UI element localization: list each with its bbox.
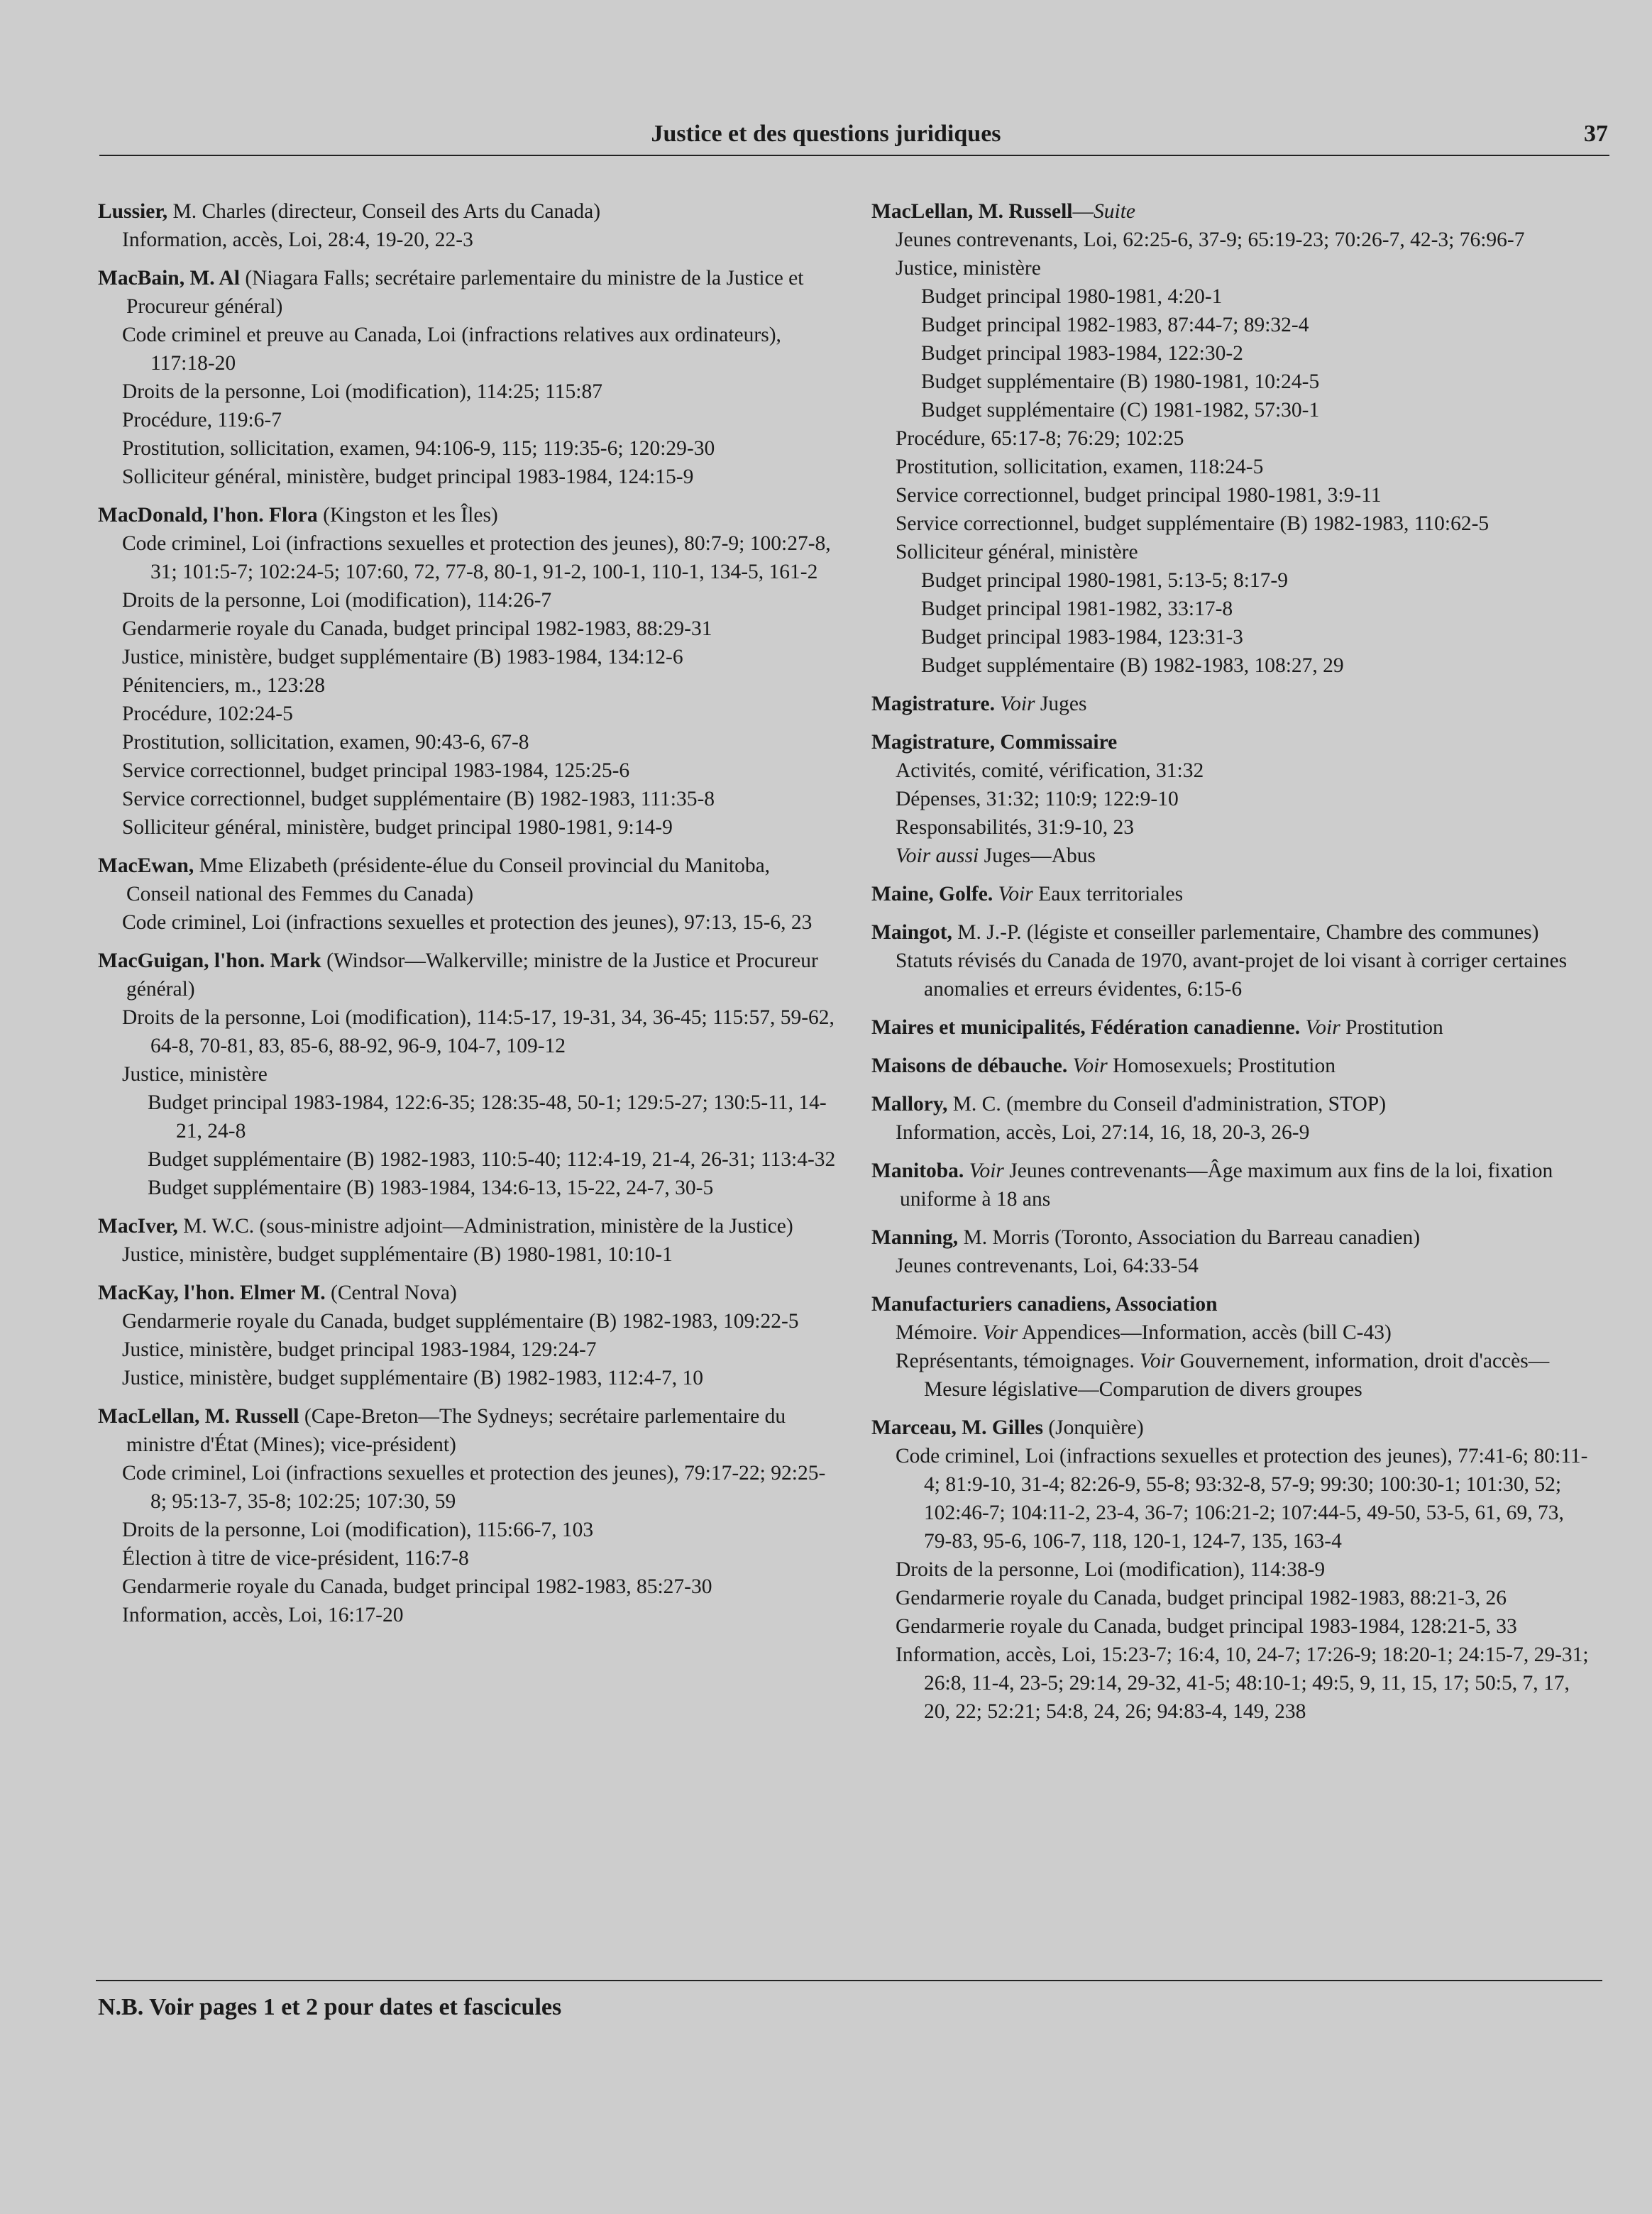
subentry-text: Élection à titre de vice-président, 116:7-8 (122, 1547, 469, 1570)
subentry (98, 406, 836, 434)
subentry (98, 586, 836, 615)
sub-subentry (98, 1089, 836, 1145)
entry-heading: MacBain, M. Al (98, 267, 240, 290)
subentry-text: Justice, ministère (122, 1063, 268, 1086)
entry-heading-line (98, 197, 836, 226)
subentry-text: Budget supplémentaire (C) 1981-1982, 57:30-1 (921, 399, 1320, 422)
cross-reference-voir: Voir (1072, 1054, 1108, 1077)
index-entry (98, 501, 836, 842)
cross-reference-target: Jeunes contrevenants—Âge maximum aux fins de la loi, fixation uniforme à 18 ans (900, 1160, 1553, 1211)
subentry-text: Information, accès, Loi, 28:4, 19-20, 22-3 (122, 228, 473, 251)
subentry (98, 785, 836, 813)
subentry-text: Gendarmerie royale du Canada, budget principal 1982-1983, 88:21-3, 26 (896, 1587, 1507, 1609)
subentry-text: Service correctionnel, budget supplémentaire (B) 1982-1983, 111:35-8 (122, 788, 715, 810)
entry-description (1067, 1054, 1072, 1077)
cross-reference-voir: Voir (1305, 1016, 1340, 1039)
subentry (871, 481, 1592, 510)
subentry-text: Gendarmerie royale du Canada, budget supplémentaire (B) 1982-1983, 109:22-5 (122, 1310, 799, 1333)
index-entry (871, 1290, 1592, 1404)
entry-heading-line (98, 1212, 836, 1240)
subentry (98, 1573, 836, 1601)
subentry-text: Gendarmerie royale du Canada, budget principal 1982-1983, 85:27-30 (122, 1575, 712, 1598)
subentry-text: Droits de la personne, Loi (modification), 115:66-7, 103 (122, 1519, 594, 1541)
index-entry (98, 852, 836, 937)
sub-subentry (871, 339, 1592, 368)
subentry (98, 226, 836, 254)
subentry (98, 671, 836, 700)
subentry-text: Responsabilités, 31:9-10, 23 (896, 816, 1134, 839)
entry-heading: MacLellan, M. Russell (98, 1405, 299, 1428)
footer-divider (96, 1980, 1602, 1981)
index-entry (98, 947, 836, 1202)
subentry-text: Code criminel, Loi (infractions sexuelles et protection des jeunes), 77:41-6; 80:11-4; 81:9-10, 31-4; 82:26-9, 55-8; 93:32-8, 57-9; 99:30; 100:30-1; 101:30, 52; 102:46-7; 104:11-2, 23-4, 36-7; 106:21-2; 107:44-5, 49-50, 53-5, 61, 69, 73, 79-83, 95-6, 106-7, 118, 120-1, 124-7, 135, 163-4 (896, 1445, 1588, 1553)
entry-heading: Manufacturiers canadiens, Association (871, 1293, 1218, 1316)
entry-heading-line (98, 947, 836, 1003)
entry-heading-line (98, 264, 836, 321)
entry-description: (Cape-Breton—The Sydneys; secrétaire parlementaire du ministre d'État (Mines); vice-président) (126, 1405, 786, 1456)
cross-reference-voir: Voir (1000, 693, 1035, 715)
entry-description: M. Morris (Toronto, Association du Barreau canadien) (958, 1226, 1421, 1249)
index-entry (871, 1090, 1592, 1147)
subentry-text: Budget supplémentaire (B) 1980-1981, 10:24-5 (921, 370, 1320, 393)
subentry-text: Procédure, 102:24-5 (122, 703, 293, 725)
entry-heading-line (871, 197, 1592, 226)
subentry (98, 1335, 836, 1364)
subentry (98, 615, 836, 643)
entry-description: (Niagara Falls; secrétaire parlementaire du ministre de la Justice et Procureur général) (126, 267, 804, 318)
subentry-text: Procédure, 65:17-8; 76:29; 102:25 (896, 427, 1184, 450)
subentry (98, 1240, 836, 1269)
entry-heading: Marceau, M. Gilles (871, 1416, 1043, 1439)
entry-heading-line (871, 1157, 1592, 1213)
subentry (871, 813, 1592, 842)
subentry-text: Gendarmerie royale du Canada, budget principal 1982-1983, 88:29-31 (122, 617, 712, 640)
subentry-text: Droits de la personne, Loi (modification), 114:25; 115:87 (122, 380, 603, 403)
index-entry (98, 197, 836, 254)
sub-subentry (871, 566, 1592, 595)
subentry-text: Budget supplémentaire (B) 1982-1983, 110:5-40; 112:4-19, 21-4, 26-31; 113:4-32 (148, 1148, 836, 1171)
subentry-text: Code criminel et preuve au Canada, Loi (infractions relatives aux ordinateurs), 117:18-20 (122, 324, 781, 375)
subentry-text: Budget principal 1983-1984, 122:6-35; 128:35-48, 50-1; 129:5-27; 130:5-11, 14-21, 24-8 (148, 1091, 827, 1142)
subentry (98, 1601, 836, 1629)
entry-description: M. Charles (directeur, Conseil des Arts du Canada) (167, 200, 601, 223)
subentry-text: Information, accès, Loi, 27:14, 16, 18, 20-3, 26-9 (896, 1121, 1310, 1144)
subentry-text: Budget supplémentaire (B) 1983-1984, 134:6-13, 15-22, 24-7, 30-5 (148, 1177, 714, 1199)
sub-subentry (871, 282, 1592, 311)
entry-description: (Central Nova) (325, 1282, 457, 1304)
index-entry (871, 1157, 1592, 1213)
subentry (871, 538, 1592, 566)
entry-heading: Maires et municipalités, Fédération canadienne. (871, 1016, 1301, 1039)
sub-subentry (871, 651, 1592, 680)
entry-heading-line (871, 880, 1592, 908)
subentry-text: Service correctionnel, budget principal 1983-1984, 125:25-6 (122, 759, 630, 782)
subentry-prefix: Mémoire. (896, 1321, 983, 1344)
subentry-text: Budget principal 1981-1982, 33:17-8 (921, 597, 1233, 620)
subentry (98, 643, 836, 671)
subentry-text: Budget principal 1983-1984, 122:30-2 (921, 342, 1243, 365)
header-divider (99, 155, 1609, 156)
subentry (98, 1060, 836, 1089)
subentry (98, 908, 836, 937)
entry-heading-line (98, 852, 836, 908)
subentry-text: Budget principal 1982-1983, 87:44-7; 89:32-4 (921, 314, 1309, 336)
entry-heading: MacLellan, M. Russell (871, 200, 1073, 223)
cross-reference-target: Homosexuels; Prostitution (1107, 1054, 1336, 1077)
index-entry (871, 880, 1592, 908)
subentry (871, 226, 1592, 254)
entry-description (1300, 1016, 1305, 1039)
subentry (871, 842, 1592, 870)
index-entry (871, 197, 1592, 680)
subentry-text: Code criminel, Loi (infractions sexuelles et protection des jeunes), 79:17-22; 92:25-8; 95:13-7, 35-8; 102:25; 107:30, 59 (122, 1462, 826, 1513)
subentry (98, 1003, 836, 1060)
index-entry (871, 728, 1592, 870)
subentry (98, 813, 836, 842)
subentry-text: Budget principal 1980-1981, 5:13-5; 8:17-9 (921, 569, 1288, 592)
entry-heading-line (871, 1290, 1592, 1318)
index-entry (98, 1279, 836, 1392)
subentry (871, 453, 1592, 481)
entry-description: (Jonquière) (1042, 1416, 1144, 1439)
subentry-text: Information, accès, Loi, 15:23-7; 16:4, 10, 24-7; 17:26-9; 18:20-1; 24:15-7, 29-31; 26:8, 11-4, 23-5; 29:14, 29-32, 41-5; 48:10-1; 49:5, 9, 11, 15, 17; 50:5, 7, 17, 20, 22; 52:21; 54:8, 24, 26; 94:83-4, 149, 238 (896, 1643, 1589, 1723)
index-entry (871, 1223, 1592, 1280)
subentry-text: Justice, ministère (896, 257, 1041, 280)
index-entry (871, 918, 1592, 1003)
subentry-text: Budget supplémentaire (B) 1982-1983, 108:27, 29 (921, 654, 1344, 677)
subentry-text: Solliciteur général, ministère, budget principal 1980-1981, 9:14-9 (122, 816, 673, 839)
subentry-text: Procédure, 119:6-7 (122, 409, 282, 431)
subentry (98, 529, 836, 586)
entry-heading: MacDonald, l'hon. Flora (98, 504, 318, 527)
entry-description (993, 883, 998, 905)
entry-heading-line (871, 1013, 1592, 1042)
entry-heading: Manitoba. (871, 1160, 964, 1182)
entry-description: (Kingston et les Îles) (317, 504, 498, 527)
sub-subentry (98, 1145, 836, 1174)
subentry-text: Prostitution, sollicitation, examen, 90:43-6, 67-8 (122, 731, 529, 754)
subentry (98, 700, 836, 728)
sub-subentry (871, 396, 1592, 424)
subentry (871, 947, 1592, 1003)
subentry-text: Gendarmerie royale du Canada, budget principal 1983-1984, 128:21-5, 33 (896, 1615, 1517, 1638)
sub-subentry (871, 595, 1592, 623)
subentry-text: Prostitution, sollicitation, examen, 94:106-9, 115; 119:35-6; 120:29-30 (122, 437, 715, 460)
cross-reference-voir: Voir (969, 1160, 1004, 1182)
subentry-text: Justice, ministère, budget supplémentaire (B) 1983-1984, 134:12-6 (122, 646, 683, 668)
subentry (98, 728, 836, 756)
subentry (871, 1318, 1592, 1347)
subentry-text: Prostitution, sollicitation, examen, 118:24-5 (896, 456, 1264, 478)
entry-heading-line (871, 918, 1592, 947)
subentry-text: Gouvernement, information, droit d'accès—Mesure législative—Comparution de divers groupes (924, 1350, 1550, 1401)
subentry (98, 1459, 836, 1516)
entry-heading-line (871, 1223, 1592, 1252)
entry-heading-line (871, 728, 1592, 756)
index-column-left (98, 197, 836, 1639)
entry-heading: Magistrature, Commissaire (871, 731, 1118, 754)
subentry (871, 1584, 1592, 1612)
page-number: 37 (1584, 121, 1608, 147)
entry-heading: Maine, Golfe. (871, 883, 993, 905)
entry-description: M. C. (membre du Conseil d'administration, STOP) (947, 1093, 1387, 1116)
subentry-text: Solliciteur général, ministère, budget principal 1983-1984, 124:15-9 (122, 466, 694, 488)
cross-reference-voir: Voir (982, 1321, 1018, 1344)
index-column-right (871, 197, 1592, 1736)
subentry-text: Budget principal 1980-1981, 4:20-1 (921, 285, 1223, 308)
subentry (871, 1347, 1592, 1404)
entry-heading: Mallory, (871, 1093, 948, 1116)
subentry (871, 1118, 1592, 1147)
subentry-text: Droits de la personne, Loi (modification), 114:26-7 (122, 589, 552, 612)
sub-subentry (871, 311, 1592, 339)
entry-heading: Magistrature. (871, 693, 995, 715)
entry-heading: MacGuigan, l'hon. Mark (98, 949, 321, 972)
entry-description: (Windsor—Walkerville; ministre de la Justice et Procureur général) (126, 949, 818, 1001)
subentry (98, 1307, 836, 1335)
subentry (871, 510, 1592, 538)
subentry-text: Budget principal 1983-1984, 123:31-3 (921, 626, 1243, 649)
subentry-text: Service correctionnel, budget supplémentaire (B) 1982-1983, 110:62-5 (896, 512, 1489, 535)
entry-description: Mme Elizabeth (présidente-élue du Conseil provincial du Manitoba, Conseil national des Femmes du Canada) (126, 854, 771, 905)
entry-description: M. W.C. (sous-ministre adjoint—Administration, ministère de la Justice) (177, 1215, 793, 1238)
subentry (98, 321, 836, 378)
index-entry (871, 690, 1592, 718)
entry-heading-line (871, 1090, 1592, 1118)
subentry-text: Information, accès, Loi, 16:17-20 (122, 1604, 404, 1626)
entry-heading: Maingot, (871, 921, 952, 944)
subentry-text: Jeunes contrevenants, Loi, 64:33-54 (896, 1255, 1199, 1277)
entry-heading-line (98, 501, 836, 529)
entry-heading: Lussier, (98, 200, 168, 223)
cross-reference-voir: Voir (1140, 1350, 1175, 1372)
index-entry (871, 1052, 1592, 1080)
subentry (871, 1612, 1592, 1641)
subentry-text: Code criminel, Loi (infractions sexuelles et protection des jeunes), 97:13, 15-6, 23 (122, 911, 813, 934)
footer-note: N.B. Voir pages 1 et 2 pour dates et fascicules (98, 1994, 562, 2020)
entry-heading: MacEwan, (98, 854, 194, 877)
entry-heading-line (98, 1402, 836, 1459)
entry-heading: MacKay, l'hon. Elmer M. (98, 1282, 326, 1304)
subentry-text: Appendices—Information, accès (bill C-43) (1018, 1321, 1392, 1344)
index-entry (871, 1414, 1592, 1726)
entry-description: M. J.-P. (légiste et conseiller parlementaire, Chambre des communes) (952, 921, 1539, 944)
subentry (98, 378, 836, 406)
subentry (98, 756, 836, 785)
subentry-text: Justice, ministère, budget supplémentaire (B) 1982-1983, 112:4-7, 10 (122, 1367, 704, 1389)
subentry-text: Droits de la personne, Loi (modification), 114:38-9 (896, 1558, 1326, 1581)
entry-heading-line (871, 1414, 1592, 1442)
subentry (98, 1364, 836, 1392)
subentry (98, 1516, 836, 1544)
entry-description: — (1072, 200, 1094, 223)
cross-reference-target: Eaux territoriales (1032, 883, 1184, 905)
subentry (98, 463, 836, 491)
entry-heading: Manning, (871, 1226, 959, 1249)
index-entry (98, 1402, 836, 1629)
entry-continuation: Suite (1094, 200, 1136, 223)
subentry-text: Droits de la personne, Loi (modification), 114:5-17, 19-31, 34, 36-45; 115:57, 59-62, 64-8, 70-81, 83, 85-6, 88-92, 96-9, 104-7, 109-12 (122, 1006, 835, 1057)
sub-subentry (98, 1174, 836, 1202)
cross-reference-voir: Voir aussi (896, 844, 979, 867)
subentry-text: Code criminel, Loi (infractions sexuelles et protection des jeunes), 80:7-9; 100:27-8, 31; 101:5-7; 102:24-5; 107:60, 72, 77-8, 80-1, 91-2, 100-1, 110-1, 134-5, 161-2 (122, 532, 831, 583)
index-entry (871, 1013, 1592, 1042)
subentry (871, 1641, 1592, 1726)
subentry-text: Justice, ministère, budget supplémentaire (B) 1980-1981, 10:10-1 (122, 1243, 673, 1266)
entry-description (964, 1160, 969, 1182)
subentry (871, 785, 1592, 813)
index-entry (98, 1212, 836, 1269)
subentry (98, 1544, 836, 1573)
cross-reference-voir: Voir (998, 883, 1033, 905)
sub-subentry (871, 368, 1592, 396)
page-header-title: Justice et des questions juridiques (651, 121, 1001, 147)
subentry (98, 434, 836, 463)
entry-heading: MacIver, (98, 1215, 178, 1238)
subentry-text: Activités, comité, vérification, 31:32 (896, 759, 1204, 782)
sub-subentry (871, 623, 1592, 651)
subentry-text: Service correctionnel, budget principal 1980-1981, 3:9-11 (896, 484, 1382, 507)
subentry-text: Statuts révisés du Canada de 1970, avant-projet de loi visant à corriger certaines anomalies et erreurs évidentes, 6:15-6 (896, 949, 1568, 1001)
entry-heading-line (98, 1279, 836, 1307)
subentry-text: Justice, ministère, budget principal 1983-1984, 129:24-7 (122, 1338, 597, 1361)
entry-heading-line (871, 1052, 1592, 1080)
subentry (871, 424, 1592, 453)
index-entry (98, 264, 836, 491)
subentry-prefix: Représentants, témoignages. (896, 1350, 1140, 1372)
subentry (871, 1442, 1592, 1555)
entry-heading-line (871, 690, 1592, 718)
subentry-text: Dépenses, 31:32; 110:9; 122:9-10 (896, 788, 1179, 810)
subentry (871, 756, 1592, 785)
subentry (871, 1555, 1592, 1584)
cross-reference-target: Juges (1035, 693, 1087, 715)
subentry-text: Juges—Abus (979, 844, 1096, 867)
subentry-text: Pénitenciers, m., 123:28 (122, 674, 325, 697)
subentry-text: Jeunes contrevenants, Loi, 62:25-6, 37-9; 65:19-23; 70:26-7, 42-3; 76:96-7 (896, 228, 1525, 251)
subentry (871, 1252, 1592, 1280)
subentry (871, 254, 1592, 282)
entry-heading: Maisons de débauche. (871, 1054, 1068, 1077)
cross-reference-target: Prostitution (1340, 1016, 1443, 1039)
subentry-text: Solliciteur général, ministère (896, 541, 1138, 563)
